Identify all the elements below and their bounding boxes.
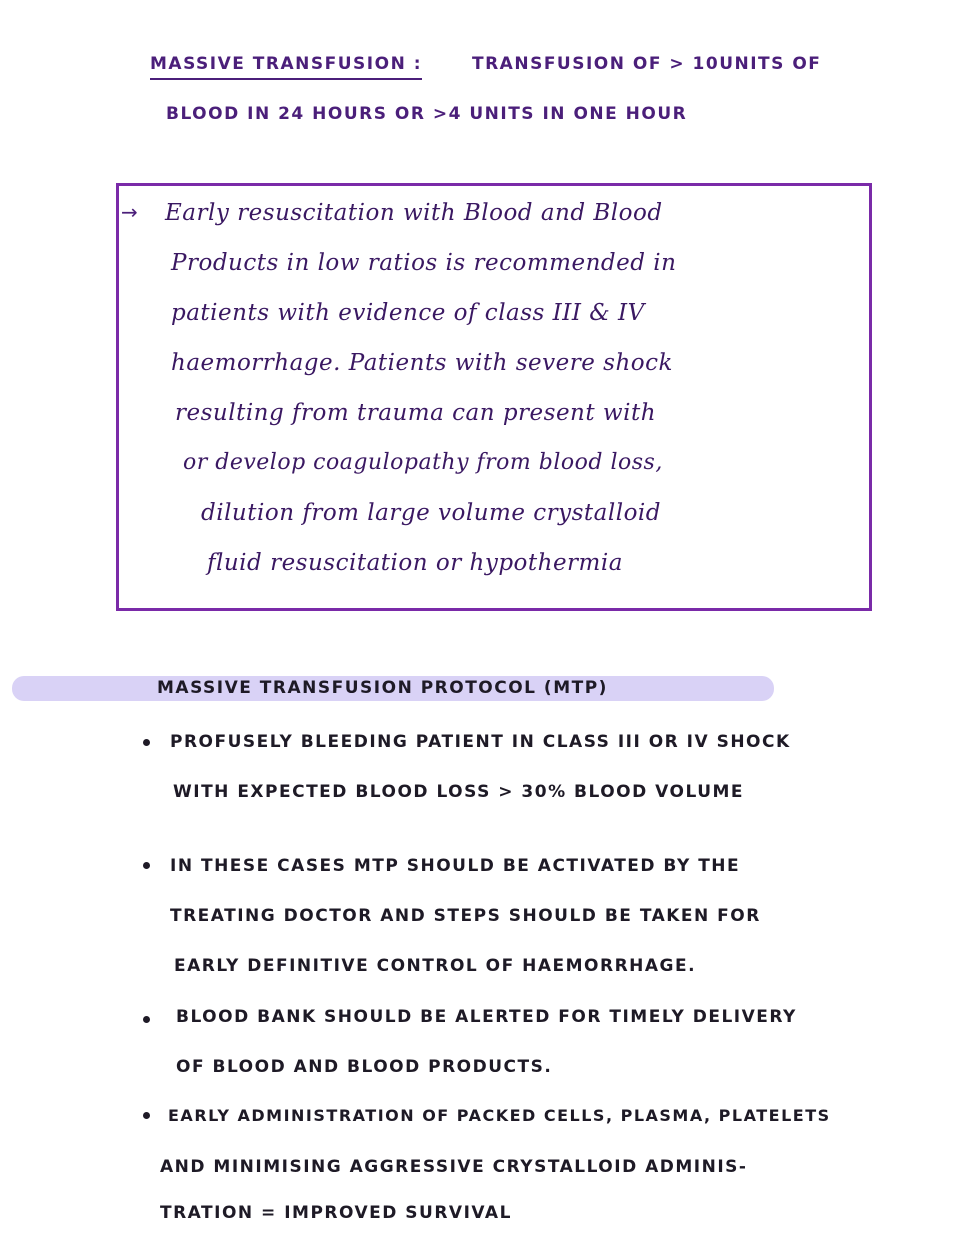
bullet-line: AND MINIMISING AGGRESSIVE CRYSTALLOID ADMINIS- — [160, 1157, 748, 1177]
bullet-line: IN THESE CASES MTP SHOULD BE ACTIVATED BY THE — [170, 856, 741, 876]
bullet-dot — [143, 1112, 150, 1119]
definition-text-line-1: TRANSFUSION OF > 10UNITS OF — [472, 54, 822, 74]
definition-text-line-2: BLOOD IN 24 HOURS OR >4 UNITS IN ONE HOUR — [166, 104, 688, 124]
bullet-line: TRATION = IMPROVED SURVIVAL — [160, 1203, 512, 1223]
note-line: resulting from trauma can present with — [175, 400, 657, 426]
arrow-right-icon: → — [121, 200, 138, 224]
bullet-line: EARLY DEFINITIVE CONTROL OF HAEMORRHAGE. — [174, 956, 697, 976]
bullet-dot — [143, 1016, 150, 1023]
bullet-line: WITH EXPECTED BLOOD LOSS > 30% BLOOD VOLUME — [173, 782, 745, 802]
note-box — [116, 183, 872, 611]
bullet-line: PROFUSELY BLEEDING PATIENT IN CLASS III OR IV SHOCK — [170, 732, 791, 752]
note-line: patients with evidence of class III & IV — [171, 300, 645, 326]
note-line: Early resuscitation with Blood and Blood — [165, 200, 663, 226]
note-line: fluid resuscitation or hypothermia — [207, 550, 623, 576]
note-line: dilution from large volume crystalloid — [201, 500, 662, 526]
bullet-dot — [143, 862, 150, 869]
note-line: or develop coagulopathy from blood loss, — [183, 450, 663, 475]
bullet-dot — [143, 739, 150, 746]
note-line: Products in low ratios is recommended in — [171, 250, 677, 276]
bullet-line: OF BLOOD AND BLOOD PRODUCTS. — [176, 1057, 553, 1077]
bullet-line: BLOOD BANK SHOULD BE ALERTED FOR TIMELY DELIVERY — [176, 1007, 797, 1027]
definition-term: MASSIVE TRANSFUSION : — [150, 54, 422, 80]
bullet-line: TREATING DOCTOR AND STEPS SHOULD BE TAKEN FOR — [170, 906, 761, 926]
bullet-line: EARLY ADMINISTRATION OF PACKED CELLS, PLASMA, PLATELETS — [168, 1106, 831, 1125]
note-line: haemorrhage. Patients with severe shock — [171, 350, 673, 376]
section-title: MASSIVE TRANSFUSION PROTOCOL (MTP) — [157, 678, 608, 698]
